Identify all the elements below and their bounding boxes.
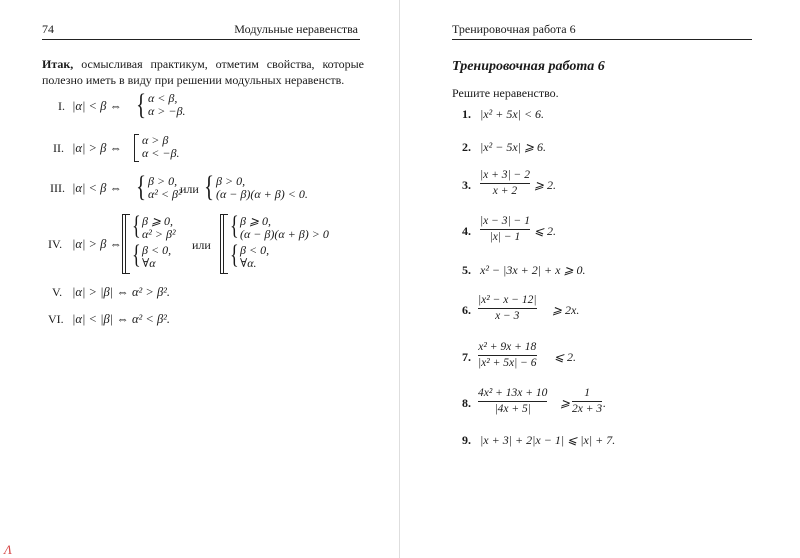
prop-6-expr: |α| < |β| ⇔ α² < β².: [72, 312, 171, 326]
denominator: 2x + 3: [572, 403, 603, 415]
brace: {: [230, 211, 239, 240]
problem-num: 2.: [462, 140, 471, 154]
prop-4-system-d: [240, 244, 269, 270]
brace: {: [132, 211, 141, 240]
problem-tail: ⩾ 2.: [534, 178, 557, 192]
sys-line: α < β,: [148, 91, 178, 105]
sys-line: ∀α.: [240, 256, 257, 270]
brace: {: [204, 170, 215, 203]
problem-expr: |x² + 5x| < 6.: [480, 107, 545, 121]
right-page: [400, 0, 800, 558]
bracket: [134, 134, 139, 162]
prop-4-lhs: |α| > β ⇔: [72, 237, 122, 251]
problem-num: 6.: [462, 303, 471, 317]
prop-2-num: II.: [53, 141, 64, 155]
page-title: Тренировочная работа 6: [452, 59, 605, 74]
numerator: 4x² + 13x + 10: [478, 387, 548, 399]
sys-line: α² > β²: [142, 227, 176, 241]
brace: {: [136, 88, 147, 121]
sys-line: ∀α: [142, 256, 156, 270]
problem-num: 8.: [462, 396, 471, 410]
bracket: [125, 214, 130, 274]
sys-line: α² < β²: [148, 187, 182, 201]
intro-text: осмысливая практикум, отметим свойства, которые полезно иметь в виду при решении модульных неравенств.: [42, 57, 364, 87]
problem-num: 3.: [462, 178, 471, 192]
prop-1-num: I.: [58, 99, 65, 113]
prop-2-system: [142, 134, 179, 160]
fraction-bar: [478, 401, 547, 402]
problem-num: 9.: [462, 433, 471, 447]
brace: {: [230, 240, 239, 269]
numerator: |x − 3| − 1: [480, 215, 530, 227]
fraction: [478, 387, 547, 416]
problem-num: 4.: [462, 224, 471, 238]
prop-4-system-c: [240, 215, 329, 241]
sys-line: β < 0,: [240, 243, 270, 257]
fraction-bar: [478, 308, 537, 309]
bracket: [223, 214, 228, 274]
numerator: x² + 9x + 18: [478, 341, 537, 353]
problem-tail: ⩾ 2x.: [552, 303, 580, 317]
prop-6-num: VI.: [48, 312, 64, 326]
prop-4-num: IV.: [48, 237, 63, 251]
prop-5-expr: |α| > |β| ⇔ α² > β².: [72, 285, 171, 299]
sys-line: β < 0,: [142, 243, 172, 257]
sys-line: β ⩾ 0,: [142, 214, 174, 228]
denominator: x − 3: [495, 310, 520, 322]
problem-tail: ⩽ 2.: [554, 350, 577, 364]
running-head-right: Тренировочная работа 6: [452, 22, 576, 36]
problem-expr: |x + 3| + 2|x − 1| ⩽ |x| + 7.: [480, 433, 616, 447]
problem-tail: .: [603, 396, 606, 410]
fraction: [572, 387, 602, 416]
prop-1-lhs: |α| < β ⇔: [72, 99, 122, 113]
fraction-bar: [480, 183, 530, 184]
page-number: 74: [42, 22, 54, 36]
sys-line: β > 0,: [216, 174, 246, 188]
prop-3-lhs: |α| < β ⇔: [72, 181, 122, 195]
prop-4-system-b: [142, 244, 171, 270]
sys-line: α > −β.: [148, 104, 186, 118]
prop-4-system-a: [142, 215, 176, 241]
problem-tail: ⩽ 2.: [534, 224, 557, 238]
prop-3-system-b: [216, 175, 308, 201]
problem-expr: x² − |3x + 2| + x ⩾ 0.: [480, 263, 586, 277]
task-instruction: Решите неравенство.: [452, 86, 559, 100]
problem-mid: ⩾: [560, 396, 571, 410]
or-connector: или: [192, 238, 211, 252]
brace: {: [132, 240, 141, 269]
sys-line: (α − β)(α + β) > 0: [240, 227, 329, 241]
fraction: [478, 341, 537, 370]
problem-num: 1.: [462, 107, 471, 121]
denominator: |4x + 5|: [494, 403, 531, 415]
prop-1-system: [148, 92, 185, 118]
fraction-bar: [478, 355, 537, 356]
intro-paragraph: [42, 56, 364, 88]
intro-bold: Итак,: [42, 57, 74, 71]
sys-line: (α − β)(α + β) < 0.: [216, 187, 308, 201]
or-connector: или: [180, 182, 199, 196]
numerator: |x + 3| − 2: [480, 169, 530, 181]
prop-3-system-a: [148, 175, 182, 201]
fraction-bar: [572, 401, 602, 402]
denominator: |x² + 5x| − 6: [478, 357, 537, 369]
denominator: x + 2: [492, 185, 518, 197]
sys-line: β ⩾ 0,: [240, 214, 272, 228]
problem-num: 5.: [462, 263, 471, 277]
header-rule: [42, 39, 360, 40]
numerator: 1: [584, 387, 590, 399]
brace: {: [136, 170, 147, 203]
fraction: [478, 294, 537, 323]
denominator: |x| − 1: [489, 231, 521, 243]
fraction: [480, 169, 530, 198]
sys-line: α > β: [142, 133, 169, 147]
problem-expr: |x² − 5x| ⩾ 6.: [480, 140, 546, 154]
fraction-bar: [480, 229, 530, 230]
sys-line: β > 0,: [148, 174, 178, 188]
header-rule: [452, 39, 752, 40]
sys-line: α < −β.: [142, 146, 180, 160]
problem-num: 7.: [462, 350, 471, 364]
fraction: [480, 215, 530, 244]
corner-mark: Λ: [4, 542, 12, 557]
numerator: |x² − x − 12|: [478, 294, 537, 306]
prop-3-num: III.: [50, 181, 65, 195]
prop-2-lhs: |α| > β ⇔: [72, 141, 122, 155]
running-head-left: Модульные неравенства: [234, 22, 358, 36]
prop-5-num: V.: [52, 285, 63, 299]
